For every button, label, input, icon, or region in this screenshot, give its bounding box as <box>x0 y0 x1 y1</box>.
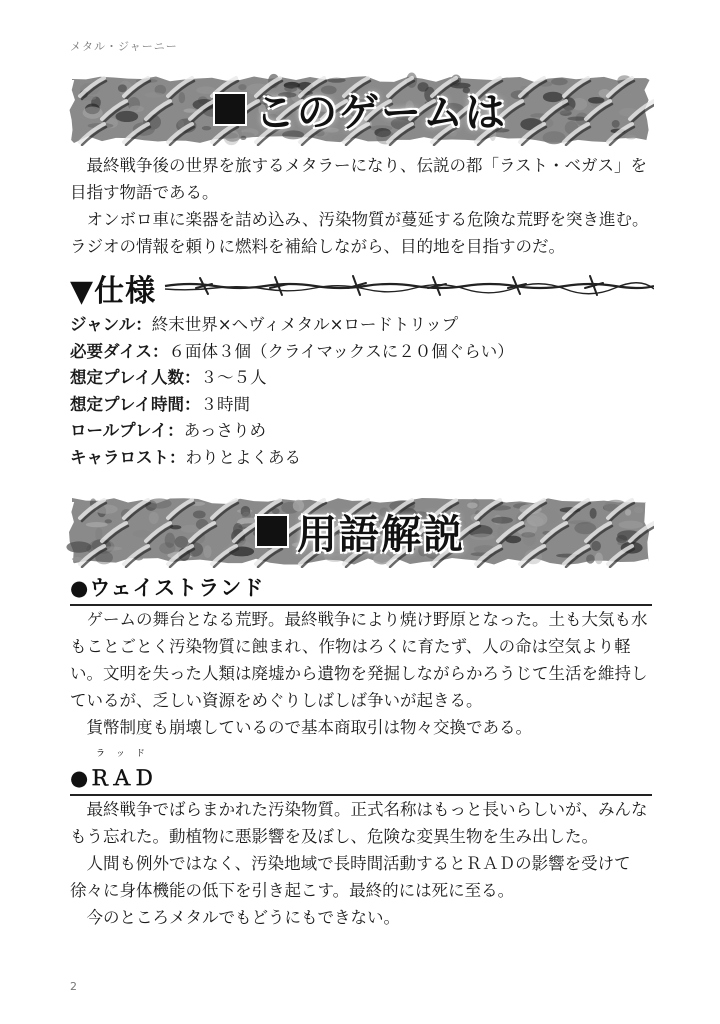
term-name-with-ruby: ラッド ●ＲＡＤ <box>70 762 155 792</box>
square-bullet-icon <box>255 514 289 548</box>
term-heading-rad <box>70 749 652 796</box>
spec-value: ３時間 <box>200 394 251 414</box>
spec-key: 想定プレイ時間： <box>70 394 201 414</box>
spec-key: ジャンル： <box>70 315 152 334</box>
about-paragraph: オンボロ車に楽器を詰め込み、汚染物質が蔓延する危険な荒野を突き進む。ラジオの情報を頼りに燃料を補給しながら、目的地を目指すのだ。 <box>70 210 649 256</box>
spec-key: 想定プレイ人数： <box>70 368 201 387</box>
spec-value: ６面体３個（クライマックスに２０個ぐらい） <box>168 341 514 361</box>
term-paragraph: 最終戦争でばらまかれた汚染物質。正式名称はもっと長いらしいが、みんなもう忘れた。動植物に悪影響を及ぼし、危険な変異生物を生み出した。 <box>70 800 648 846</box>
term-paragraph: ゲームの舞台となる荒野。最終戦争により焼け野原となった。土も大気も水もことごとく汚染物質に蝕まれ、作物はろくに育たず、人の命は空気より軽い。文明を失った人類は廃墟から遺物を発掘しながらかろうじて生活を維持しているが、乏しい資源をめぐりしばしば争いが起きる。 <box>70 610 648 710</box>
spec-row <box>70 339 650 366</box>
spec-row <box>70 365 650 392</box>
running-head: メタル・ジャーニー <box>70 40 178 53</box>
section-banner-about <box>66 72 654 146</box>
term-body-rad <box>70 796 652 931</box>
spec-row <box>70 418 650 445</box>
spec-key: ロールプレイ： <box>70 421 184 440</box>
spec-value: あっさりめ <box>183 421 267 440</box>
section-banner-terms <box>66 494 654 568</box>
spec-value: 終末世界×ヘヴィメタル×ロードトリップ <box>151 315 459 334</box>
square-bullet-icon <box>213 92 247 126</box>
spec-list <box>70 312 650 471</box>
page-number: 2 <box>70 980 77 993</box>
spec-row <box>70 312 650 339</box>
spec-row <box>70 392 650 419</box>
term-paragraph: 人間も例外ではなく、汚染地域で長時間活動するとＲＡＤの影響を受けて徐々に身体機能の低下を引き起こす。最終的には死に至る。 <box>70 854 631 900</box>
spec-title: ▼仕様 <box>70 266 162 310</box>
about-paragraph: 最終戦争後の世界を旅するメタラーになり、伝説の都「ラスト・ベガス」を目指す物語である。 <box>70 156 648 202</box>
term-heading-wasteland: ●ウェイストランド <box>70 572 652 606</box>
about-body <box>70 152 652 260</box>
section-title-terms: 用語解説 <box>66 494 654 568</box>
spec-key: キャラロスト： <box>70 447 186 467</box>
spec-heading <box>70 264 654 309</box>
spec-value: ３～５人 <box>200 368 267 387</box>
term-paragraph: 貨幣制度も崩壊しているので基本商取引は物々交換である。 <box>86 718 532 737</box>
ruby-reading: ラッド <box>96 749 156 759</box>
spec-row <box>70 445 650 472</box>
spec-key: 必要ダイス： <box>70 341 169 361</box>
term-paragraph: 今のところメタルでもどうにもできない。 <box>86 908 400 927</box>
section-title-about: このゲームは <box>66 72 654 146</box>
term-body-wasteland <box>70 606 652 741</box>
spec-value: わりとよくある <box>185 447 301 467</box>
